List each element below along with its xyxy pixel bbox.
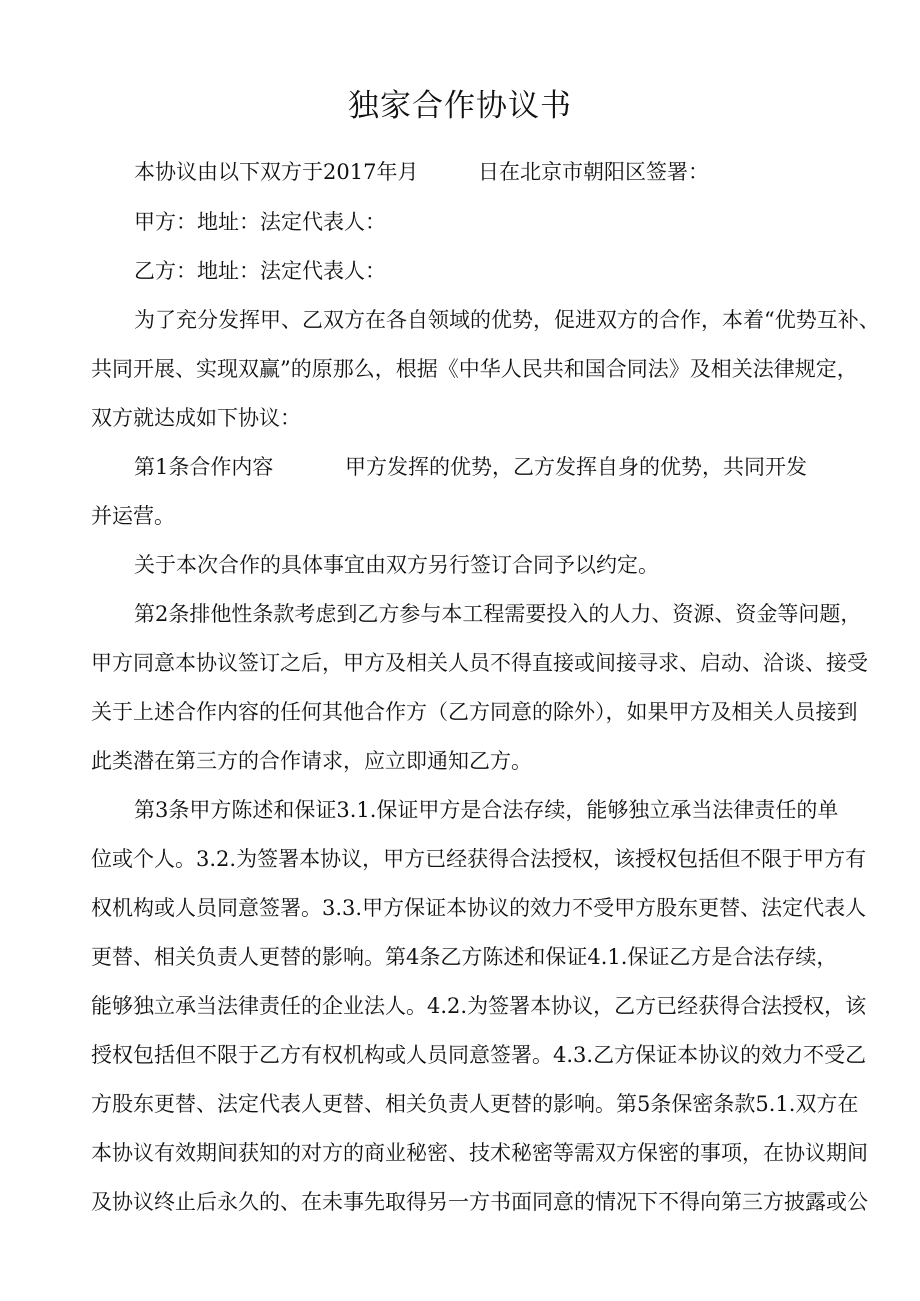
text-line: 乙方：地址：法定代表人：: [134, 259, 386, 283]
text-line: 共同开展、实现双赢”的原那么，根据《中华人民共和国合同法》及相关法律规定，: [91, 357, 858, 381]
text-line: 第2条排他性条款考虑到乙方参与本工程需要投入的人力、资源、资金等问题，: [134, 602, 862, 626]
text-line: 为了充分发挥甲、乙双方在各自领域的优势，促进双方的合作，本着“优势互补、: [134, 308, 880, 332]
text-line: 能够独立承当法律责任的企业法人。4.2.为签署本协议，乙方已经获得合法授权，该: [91, 994, 867, 1018]
text-line: 第1条合作内容: [134, 455, 274, 479]
text-line: 此类潜在第三方的合作请求，应立即通知乙方。: [91, 749, 532, 773]
text-line: 甲方同意本协议签订之后，甲方及相关人员不得直接或间接寻求、启动、洽谈、接受: [91, 651, 868, 675]
text-line: 权机构或人员同意签署。3.3.甲方保证本协议的效力不受甲方股东更替、法定代表人: [91, 896, 867, 920]
text-line: 关于上述合作内容的任何其他合作方（乙方同意的除外），如果甲方及相关人员接到: [91, 700, 858, 724]
text-line: 及协议终止后永久的、在未事先取得另一方书面同意的情况下不得向第三方披露或公: [91, 1190, 868, 1214]
text-line: 日在北京市朝阳区签署：: [478, 160, 709, 184]
text-line: 双方就达成如下协议：: [91, 406, 301, 430]
text-line: 方股东更替、法定代表人更替、相关负责人更替的影响。第5条保密条款5.1.双方在: [91, 1092, 859, 1116]
text-line: 甲方发挥的优势，乙方发挥自身的优势，共同开发: [345, 455, 807, 479]
page-title: 独家合作协议书: [348, 88, 572, 124]
text-line: 授权包括但不限于乙方有权机构或人员同意签署。4.3.乙方保证本协议的效力不受乙: [91, 1043, 867, 1067]
text-line: 关于本次合作的具体事宜由双方另行签订合同予以约定。: [134, 553, 659, 577]
text-line: 甲方：地址：法定代表人：: [134, 210, 386, 234]
text-line: 本协议由以下双方于2017年月: [134, 160, 419, 184]
text-line: 更替、相关负责人更替的影响。第4条乙方陈述和保证4.1.保证乙方是合法存续，: [91, 945, 838, 969]
text-line: 第3条甲方陈述和保证3.1.保证甲方是合法存续，能够独立承当法律责任的单: [134, 798, 839, 822]
text-line: 本协议有效期间获知的对方的商业秘密、技术秘密等需双方保密的事项，在协议期间: [91, 1141, 868, 1165]
text-line: 位或个人。3.2.为签署本协议，甲方已经获得合法授权，该授权包括但不限于甲方有: [91, 847, 867, 871]
text-line: 并运营。: [91, 504, 175, 528]
